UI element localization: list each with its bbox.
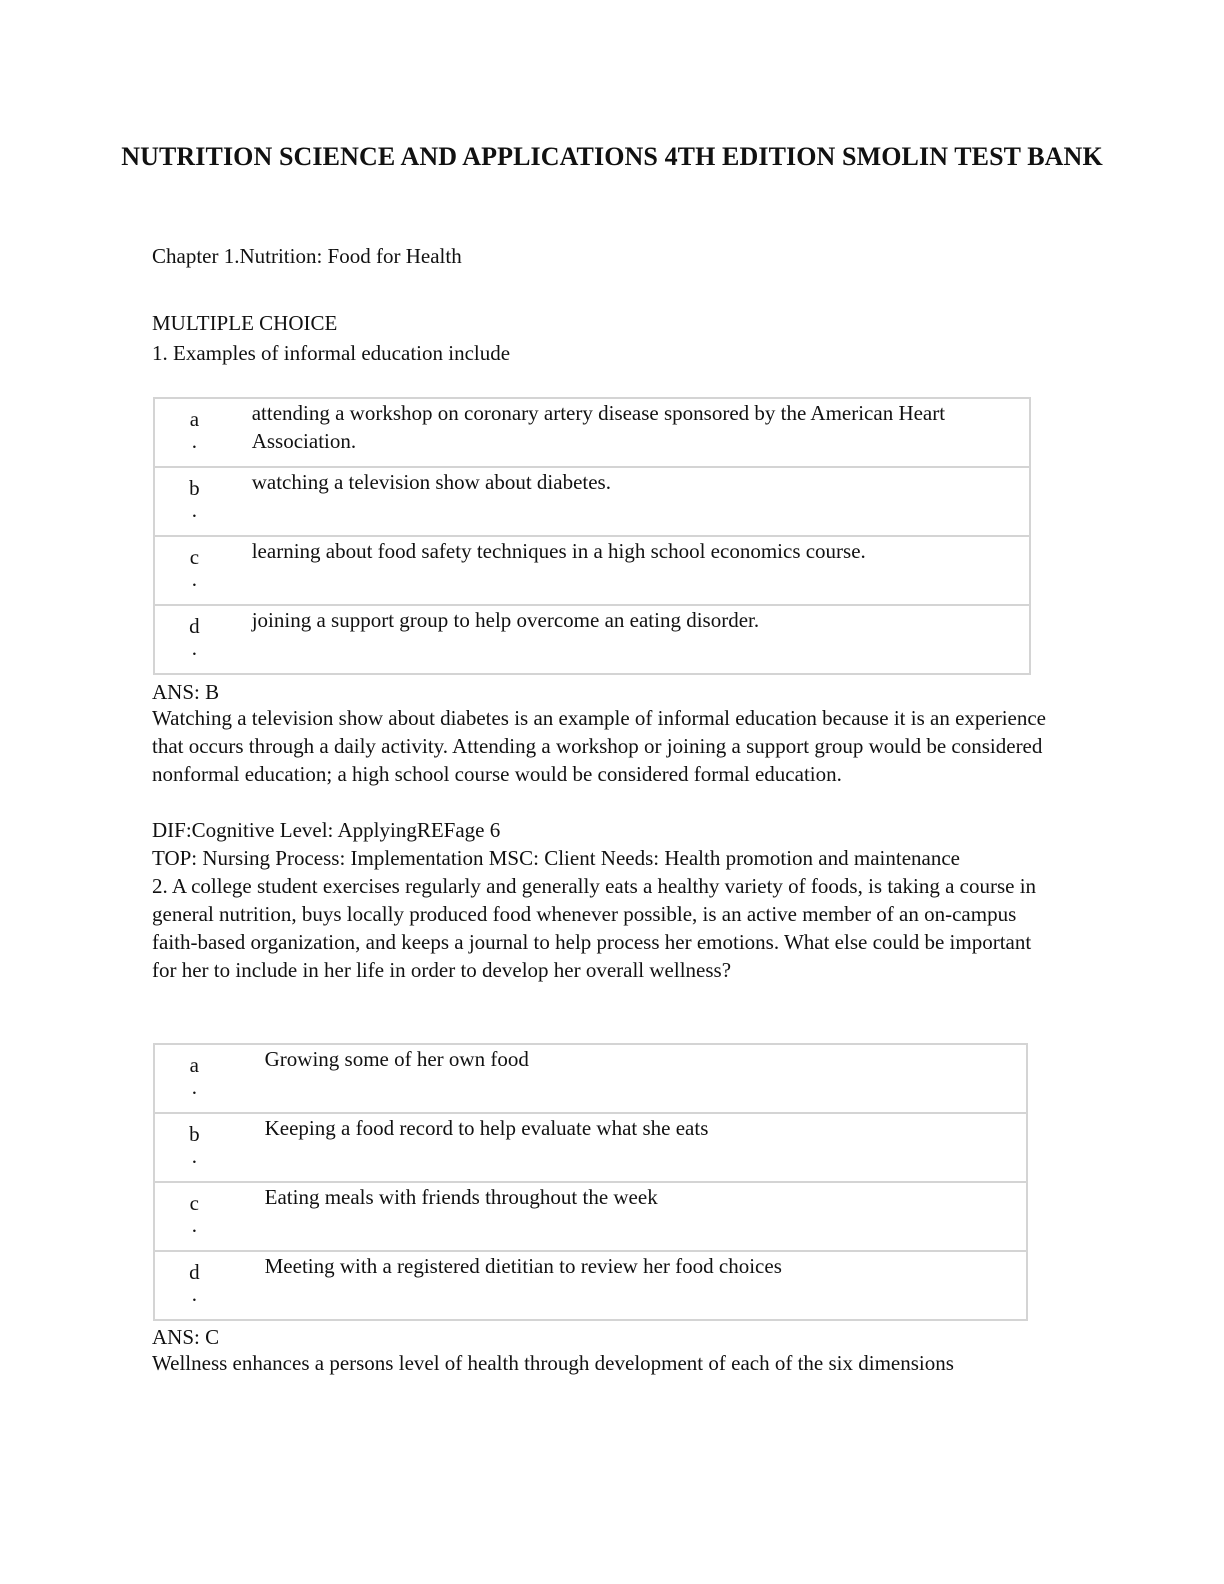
choice-letter-char: d: [189, 614, 200, 638]
choice-text: Eating meals with friends throughout the week: [234, 1182, 1027, 1251]
choice-text: joining a support group to help overcome an eating disorder.: [234, 605, 1030, 674]
choice-letter-char: a: [189, 407, 200, 431]
choice-letter: [154, 1044, 234, 1113]
document-title: NUTRITION SCIENCE AND APPLICATIONS 4TH EDITION SMOLIN TEST BANK: [121, 142, 1103, 171]
choice-row: [154, 467, 1030, 536]
choice-text: Meeting with a registered dietitian to review her food choices: [234, 1251, 1027, 1320]
choice-text: attending a workshop on coronary artery disease sponsored by the American Heart Association.: [251, 401, 946, 453]
question-2-choices: [153, 1043, 1028, 1321]
choice-row: [154, 1182, 1027, 1251]
question-1-explanation: Watching a television show about diabetes is an example of informal education because it is an experience that occurs through a daily activity. Attending a workshop or joining a support group would be considered nonformal education; a high school course would be considered formal education.: [152, 706, 1046, 786]
question-2-explanation: Wellness enhances a persons level of health through development of each of the six dimensions: [152, 1351, 954, 1375]
question-1-answer: ANS: B: [152, 680, 220, 704]
choice-letter-dot: .: [191, 1075, 197, 1099]
choice-letter-dot: .: [191, 1144, 197, 1168]
section-heading: MULTIPLE CHOICE: [152, 311, 338, 335]
choice-letter-dot: .: [191, 1282, 197, 1306]
choice-letter: [154, 398, 234, 467]
choice-letter-char: a: [189, 1053, 199, 1077]
choice-letter-char: c: [189, 545, 200, 569]
question-1-choices: [153, 397, 1031, 675]
question-2-prompt: 2. A college student exercises regularly and generally eats a healthy variety of foods, is taking a course in general nutrition, buys locally produced food whenever possible, is an active member of an on-campus faith-based organization, and keeps a journal to help process her emotions. What else could be important for her to include in her life in order to develop her overall wellness?: [152, 874, 1037, 982]
choice-row: [154, 1251, 1027, 1320]
choice-letter: [154, 1251, 234, 1320]
choice-letter-char: c: [189, 1191, 199, 1215]
choice-letter-char: b: [189, 476, 200, 500]
choice-letter: [154, 1182, 234, 1251]
choice-row: [154, 1044, 1027, 1113]
choice-letter-dot: .: [191, 498, 197, 522]
choice-letter: [154, 536, 234, 605]
choice-letter-dot: .: [191, 429, 197, 453]
choice-row: [154, 398, 1030, 467]
choice-text: watching a television show about diabetes.: [234, 467, 1030, 536]
question-2-answer: ANS: C: [152, 1325, 220, 1349]
choice-row: [154, 605, 1030, 674]
choice-letter: [154, 467, 234, 536]
question-1-topic: TOP: Nursing Process: Implementation MSC: Client Needs: Health promotion and maintenance: [152, 846, 960, 870]
choice-row: [154, 536, 1030, 605]
choice-text: learning about food safety techniques in a high school economics course.: [234, 536, 1030, 605]
choice-letter: [154, 1113, 234, 1182]
choice-letter-char: d: [189, 1260, 200, 1284]
choice-text: Growing some of her own food: [264, 1047, 529, 1071]
choice-letter-char: b: [189, 1122, 200, 1146]
choice-letter-dot: .: [191, 1213, 197, 1237]
choice-text: Keeping a food record to help evaluate what she eats: [234, 1113, 1027, 1182]
question-1-prompt: 1. Examples of informal education include: [152, 341, 511, 365]
chapter-heading: Chapter 1.Nutrition: Food for Health: [152, 244, 462, 268]
choice-letter-dot: .: [191, 567, 197, 591]
question-1-difficulty: DIF:Cognitive Level: ApplyingREFage 6: [152, 818, 501, 842]
choice-letter: [154, 605, 234, 674]
choice-letter-dot: .: [191, 636, 197, 660]
choice-row: [154, 1113, 1027, 1182]
